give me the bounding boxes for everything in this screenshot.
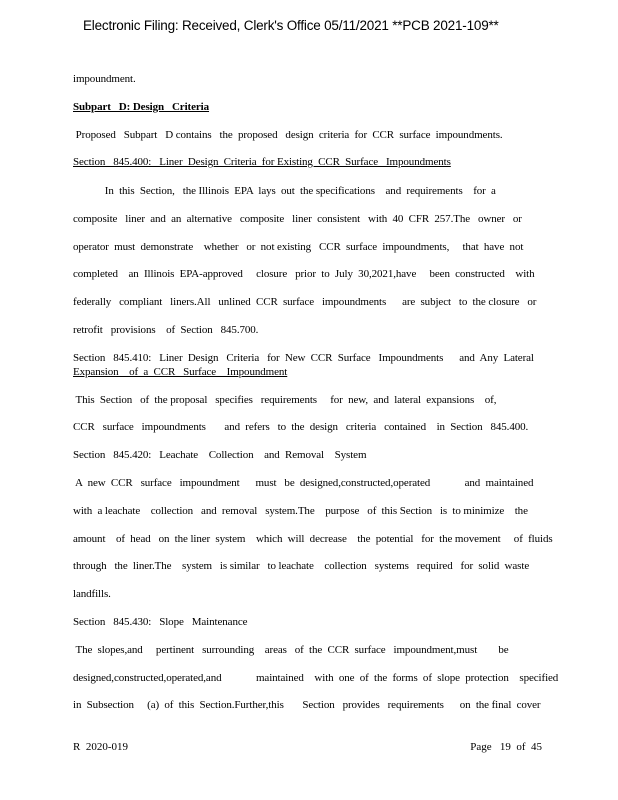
text-line: Proposed Subpart D contains the proposed design criteria for CCR surface impoundments.: [73, 129, 503, 141]
text-line: federally compliant liners.All unlined CCR surface impoundments are subject to the closure or: [73, 296, 537, 308]
section-heading: Section 845.410: Liner Design Criteria for New CCR Surface Impoundments and Any Lateral: [73, 352, 534, 364]
footer-page-number: Page 19 of 45: [470, 741, 542, 753]
text-line: The slopes,and pertinent surrounding areas of the CCR surface impoundment,must be: [73, 644, 509, 656]
text-line: through the liner.The system is similar to leachate collection systems required for solid waste: [73, 560, 530, 572]
text-line: operator must demonstrate whether or not existing CCR surface impoundments, that have not: [73, 241, 524, 253]
section-heading: Section 845.420: Leachate Collection and Removal System: [73, 449, 367, 461]
text-line: CCR surface impoundments and refers to the design criteria contained in Section 845.400.: [73, 421, 529, 433]
text-line: landfills.: [73, 588, 111, 600]
footer-docket: R 2020-019: [73, 741, 128, 753]
subpart-heading: Subpart D: Design Criteria: [73, 101, 210, 113]
section-heading: Expansion of a CCR Surface Impoundment: [73, 366, 288, 378]
filing-stamp: Electronic Filing: Received, Clerk's Office 05/11/2021 **PCB 2021-109**: [83, 18, 499, 33]
text-line: This Section of the proposal specifies requirements for new, and lateral expansions of,: [73, 394, 497, 406]
text-line: in Subsection (a) of this Section.Further,this Section provides requirements on the final cover: [73, 699, 541, 711]
text-line: composite liner and an alternative composite liner consistent with 40 CFR 257.The owner or: [73, 213, 522, 225]
section-heading: Section 845.400: Liner Design Criteria for Existing CCR Surface Impoundments: [73, 156, 451, 168]
text-line: designed,constructed,operated,and maintained with one of the forms of slope protection specified: [73, 672, 559, 684]
section-heading: Section 845.430: Slope Maintenance: [73, 616, 248, 628]
text-line: amount of head on the liner system which will decrease the potential for the movement of fluids: [73, 533, 553, 545]
text-line: retrofit provisions of Section 845.700.: [73, 324, 259, 336]
text-line: with a leachate collection and removal system.The purpose of this Section is to minimize the: [73, 505, 528, 517]
text-line: In this Section, the Illinois EPA lays out the specifications and requirements for a: [73, 185, 496, 197]
text-line: completed an Illinois EPA-approved closure prior to July 30,2021,have been constructed with: [73, 268, 535, 280]
text-line: impoundment.: [73, 73, 136, 85]
text-line: A new CCR surface impoundment must be designed,constructed,operated and maintained: [73, 477, 534, 489]
